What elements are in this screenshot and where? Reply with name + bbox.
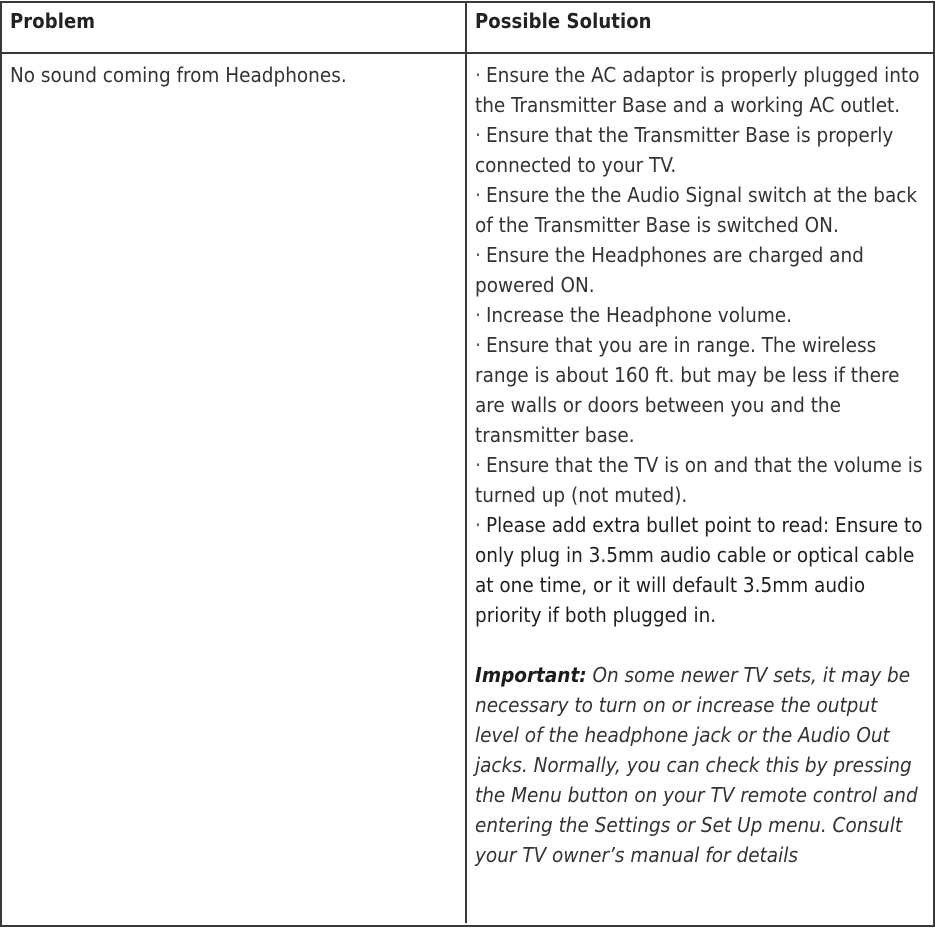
solution-item: · Ensure the AC adaptor is properly plugged into the Transmitter Base and a working AC outlet. — [475, 60, 925, 120]
solution-item: · Ensure the Headphones are charged and powered ON. — [475, 240, 925, 300]
solution-item: · Ensure that the Transmitter Base is properly connected to your TV. — [475, 120, 925, 180]
solution-cell — [467, 54, 933, 923]
solution-item: · Increase the Headphone volume. — [475, 300, 925, 330]
bullet-icon: · — [475, 303, 481, 327]
header-problem: Problem — [2, 3, 467, 52]
important-label: Important: — [475, 663, 587, 687]
bullet-icon: · — [475, 453, 481, 477]
solution-item-added: · Please add extra bullet point to read: Ensure to only plug in 3.5mm audio cable or optical cable at one time, or it will default 3.5mm audio priority if both plugged in. — [475, 510, 925, 630]
problem-text: No sound coming from Headphones. — [10, 63, 347, 87]
header-possible-solution: Possible Solution — [475, 9, 652, 33]
spacer — [475, 630, 925, 660]
table-header-row — [2, 3, 933, 54]
solution-item: · Ensure that the TV is on and that the volume is turned up (not muted). — [475, 450, 925, 510]
solution-item: · Ensure that you are in range. The wireless range is about 160 ft. but may be less if there are walls or doors between you and the transmitter base. — [475, 330, 925, 450]
solution-item: · Ensure the the Audio Signal switch at the back of the Transmitter Base is switched ON. — [475, 180, 925, 240]
bullet-icon: · — [475, 183, 481, 207]
bullet-icon: · — [475, 243, 481, 267]
bullet-icon: · — [475, 333, 481, 357]
important-text: On some newer TV sets, it may be necessary to turn on or increase the output level of the headphone jack or the Audio Out jacks. Normally, you can check this by pressing the Menu button on your TV remote control and entering the Settings or Set Up menu. Consult your TV owner’s manual for details — [475, 663, 918, 867]
bullet-icon: · — [475, 123, 481, 147]
bullet-icon: · — [475, 513, 481, 537]
troubleshooting-table — [0, 1, 935, 927]
problem-cell — [2, 54, 467, 923]
bullet-icon: · — [475, 63, 481, 87]
table-row — [2, 54, 933, 923]
important-note — [475, 660, 925, 870]
